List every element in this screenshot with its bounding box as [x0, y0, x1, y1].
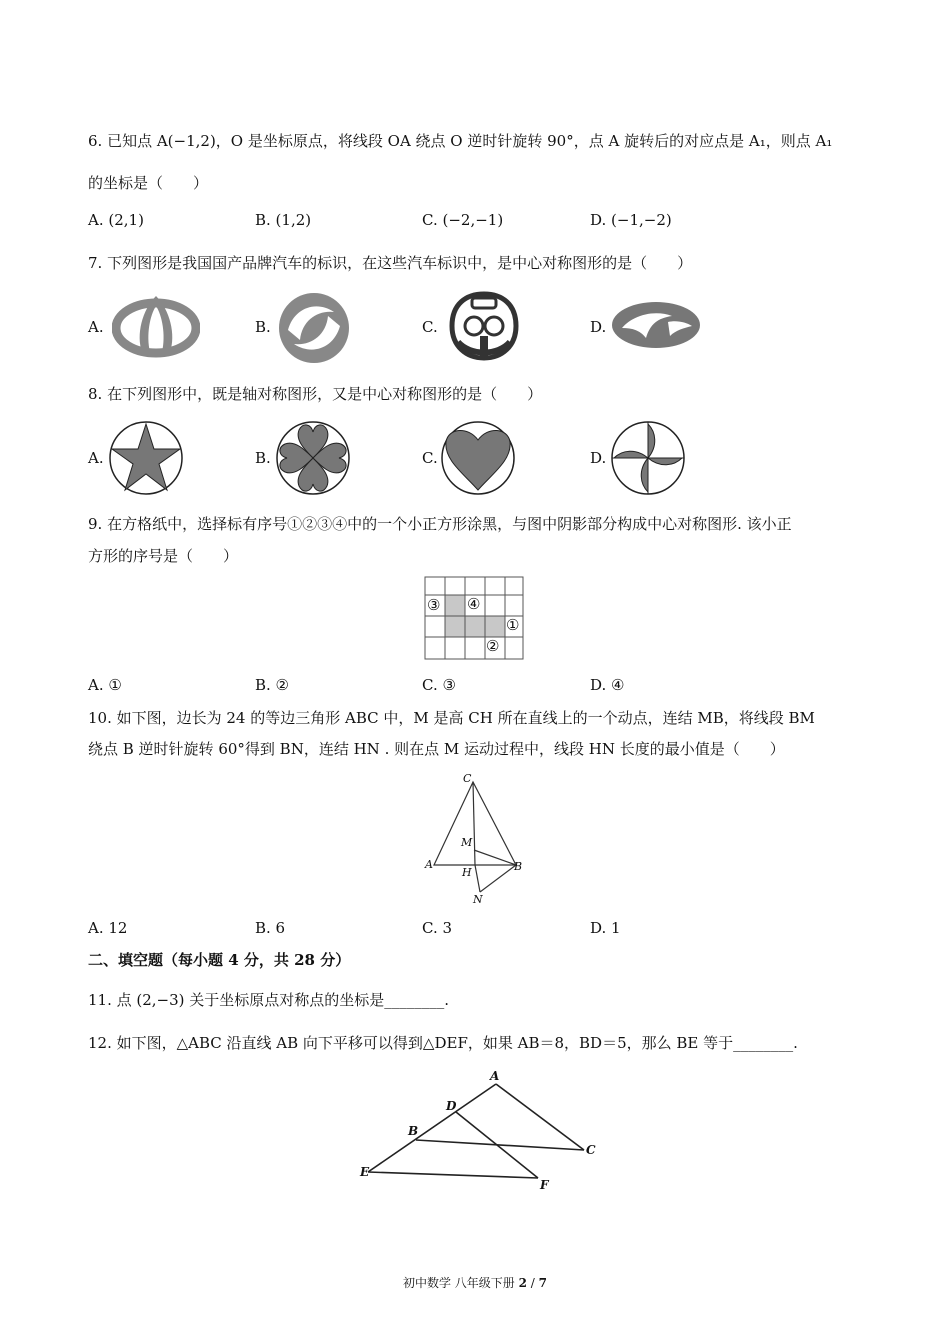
footer-page-number: 2 [518, 1276, 527, 1290]
q10-line1: 10. 如下图，边长为 24 的等边三角形 ABC 中，M 是高 CH 所在直线上的一个动点，连结 MB，将线段 BM [88, 709, 815, 727]
q6-line2: 的坐标是（ ） [88, 174, 209, 192]
q12-label-d: D [446, 1099, 457, 1113]
q6-option-c: C. (−2,−1) [422, 211, 504, 229]
q7-logo-b [276, 290, 352, 366]
q12-label-f: F [540, 1178, 549, 1192]
q8-option-c: C. [422, 449, 438, 467]
q9-grid-label-1: ① [506, 616, 520, 634]
q9-line1: 9. 在方格纸中，选择标有序号①②③④中的一个小正方形涂黑，与图中阴影部分构成中心对称图形. 该小正 [88, 515, 792, 533]
q7-logo-a [112, 290, 200, 358]
footer-total-pages: 7 [538, 1276, 548, 1290]
q8-heart-in-circle [440, 420, 516, 496]
q10-line2: 绕点 B 逆时针旋转 60°得到 BN，连结 HN . 则在点 M 运动过程中，线段 HN 长度的最小值是（ ） [88, 740, 785, 758]
q6-option-a: A. (2,1) [88, 211, 144, 229]
footer-separator: / [526, 1276, 539, 1290]
q9-grid-figure [424, 576, 524, 660]
q10-label-h: H [462, 866, 472, 879]
q8-text: 8. 在下列图形中，既是轴对称图形，又是中心对称图形的是（ ） [88, 385, 543, 403]
q9-line2: 方形的序号是（ ） [88, 547, 239, 565]
q12-label-c: C [586, 1143, 596, 1157]
q10-option-b: B. 6 [255, 919, 286, 937]
footer-subject: 初中数学 八年级下册 [402, 1276, 519, 1290]
q8-option-d: D. [590, 449, 607, 467]
q10-option-a: A. 12 [88, 919, 128, 937]
q6-option-b: B. (1,2) [255, 211, 312, 229]
q7-text: 7. 下列图形是我国国产品牌汽车的标识，在这些汽车标识中，是中心对称图形的是（ ） [88, 254, 693, 272]
q12-label-b: B [408, 1124, 419, 1138]
q10-triangle-figure [420, 770, 530, 910]
q8-option-a: A. [88, 449, 104, 467]
q9-grid-label-3: ③ [427, 596, 441, 614]
q10-option-d: D. 1 [590, 919, 621, 937]
q6-line1: 6. 已知点 A(−1,2)，O 是坐标原点，将线段 OA 绕点 O 逆时针旋转 90°，点 A 旋转后的对应点是 A₁，则点 A₁ [88, 132, 833, 150]
q7-option-a: A. [88, 318, 104, 336]
q7-option-c: C. [422, 318, 438, 336]
q10-label-b: B [514, 860, 523, 873]
q7-option-b: B. [255, 318, 271, 336]
q10-option-c: C. 3 [422, 919, 453, 937]
page-footer [0, 1274, 950, 1291]
q12-label-e: E [360, 1165, 370, 1179]
q8-option-b: B. [255, 449, 271, 467]
q9-option-b: B. ② [255, 676, 290, 694]
q10-label-n: N [473, 893, 483, 906]
q8-four-hearts-in-circle [275, 420, 351, 496]
q9-grid-label-4: ④ [467, 595, 481, 613]
q10-triangle [420, 770, 530, 910]
q10-label-m: M [461, 836, 473, 849]
q7-option-d: D. [590, 318, 607, 336]
q9-option-c: C. ③ [422, 676, 456, 694]
q10-label-c: C [463, 772, 472, 785]
q12-triangles [358, 1068, 598, 1198]
section-title: 二、填空题（每小题 4 分，共 28 分） [88, 951, 351, 969]
q9-option-d: D. ④ [590, 676, 625, 694]
q6-option-d: D. (−1,−2) [590, 211, 672, 229]
q9-option-a: A. ① [88, 676, 122, 694]
q12-translation-figure [358, 1068, 598, 1198]
q8-pinwheel-in-circle [610, 420, 686, 496]
q9-grid-label-2: ② [486, 637, 500, 655]
q7-logo-c [444, 290, 524, 362]
q8-star-in-circle [108, 420, 184, 496]
q12-label-a: A [490, 1069, 500, 1083]
q11-text: 11. 点 (2,−3) 关于坐标原点对称点的坐标是________. [88, 991, 450, 1009]
q7-logo-d [610, 300, 702, 350]
q12-text: 12. 如下图，△ABC 沿直线 AB 向下平移可以得到△DEF，如果 AB＝8，BD＝5，那么 BE 等于________. [88, 1034, 798, 1052]
q10-label-a: A [425, 858, 433, 871]
